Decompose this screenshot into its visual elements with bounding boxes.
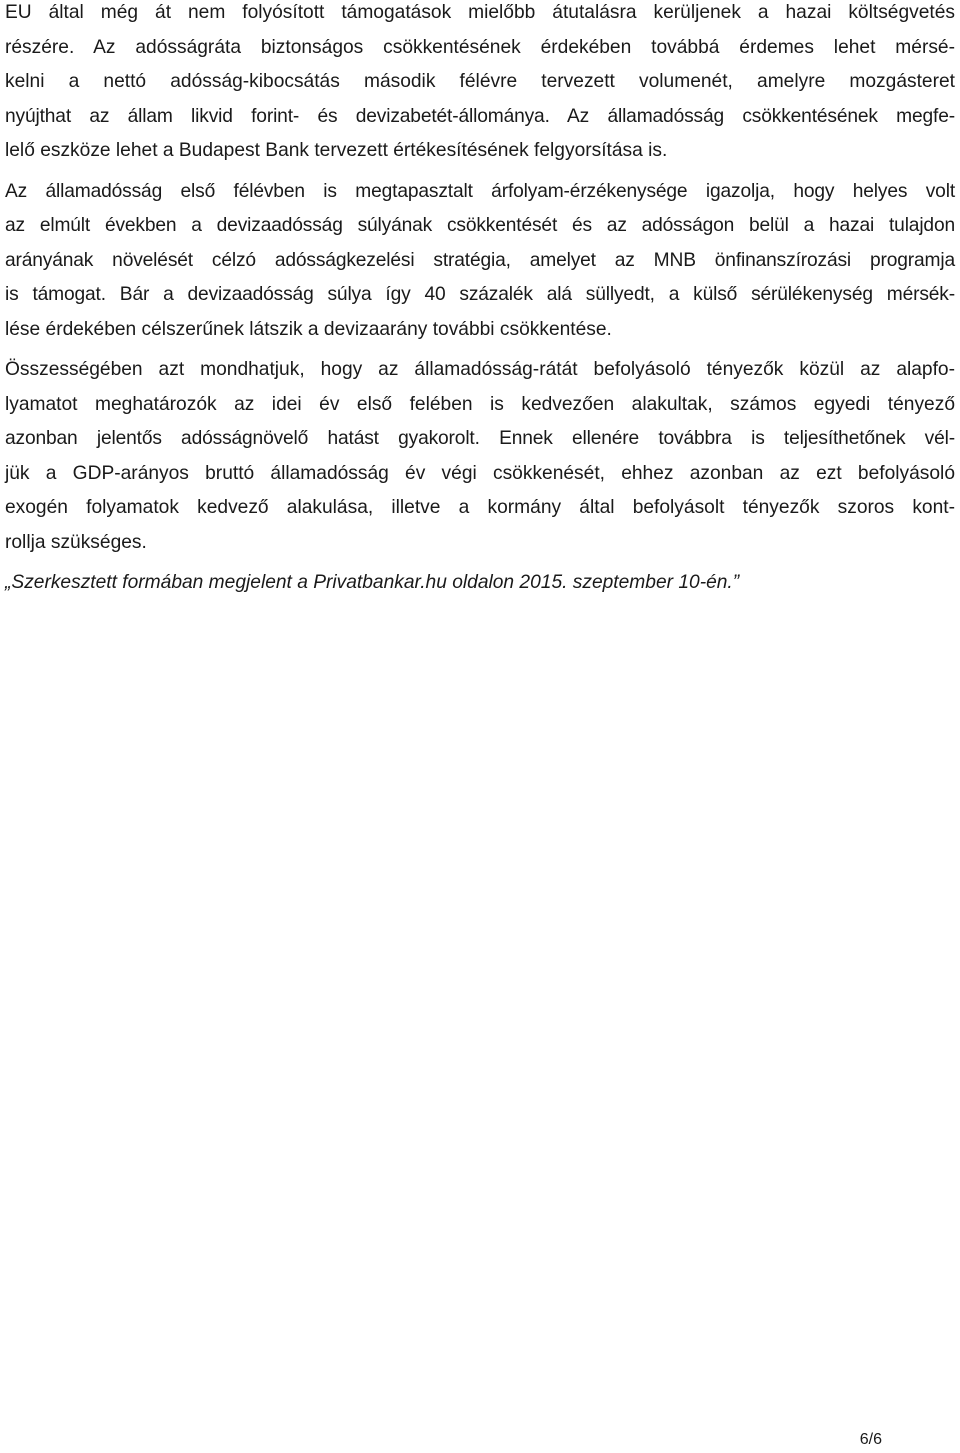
paragraph-line: Az államadósság első félévben is megtapasztalt árfolyam-érzékenysége igazolja, hogy helyes volt: [5, 180, 955, 202]
paragraph-line: az elmúlt években a devizaadósság súlyának csökkentését és az adósságon belül a hazai tulajdon: [5, 215, 955, 236]
page-number: 6/6: [859, 1431, 882, 1448]
paragraph-1: [5, 0, 955, 169]
paragraph-line: jük a GDP-arányos bruttó államadósság év végi csökkenését, ehhez azonban az ezt befolyásoló: [5, 462, 955, 484]
paragraph-line: arányának növelését célzó adósságkezelési stratégia, amelyet az MNB önfinanszírozási programja: [5, 249, 955, 271]
paragraph-line: nyújthat az állam likvid forint- és devizabetét-állománya. Az államadósság csökkentésének megfe-: [5, 105, 955, 127]
paragraph-line: lyamatot meghatározók az idei év első felében is kedvezően alakultak, számos egyedi tényező: [5, 393, 955, 415]
paragraph-line: azonban jelentős adósságnövelő hatást gyakorolt. Ennek ellenére továbbra is teljesíthetőnek vél-: [5, 428, 955, 449]
source-note: [5, 566, 955, 601]
paragraph-line: lelő eszköze lehet a Budapest Bank tervezett értékesítésének felgyorsítása is.: [5, 140, 668, 161]
source-note-line: „Szerkesztett formában megjelent a Privatbankar.hu oldalon 2015. szeptember 10-én.”: [5, 572, 740, 593]
paragraph-3: [5, 353, 955, 560]
paragraph-2: [5, 175, 955, 348]
paragraph-line: lése érdekében célszerűnek látszik a devizaarány további csökkentése.: [5, 318, 612, 340]
paragraph-line: részére. Az adósságráta biztonságos csökkentésének érdekében továbbá érdemes lehet mérsé-: [5, 36, 955, 58]
paragraph-line: rollja szükséges.: [5, 531, 147, 553]
paragraph-line: kelni a nettó adósság-kibocsátás második félévre tervezett volumenét, amelyre mozgásteret: [5, 71, 955, 92]
paragraph-line: exogén folyamatok kedvező alakulása, illetve a kormány által befolyásolt tényezők szoros kont-: [5, 497, 955, 518]
paragraph-line: Összességében azt mondhatjuk, hogy az államadósság-rátát befolyásoló tényezők közül az alapfo-: [5, 359, 955, 380]
document-page: [5, 0, 955, 601]
paragraph-line: is támogat. Bár a devizaadósság súlya így 40 százalék alá süllyedt, a külső sérülékenység mérsék-: [5, 284, 955, 305]
paragraph-line: EU által még át nem folyósított támogatások mielőbb átutalásra kerüljenek a hazai költségvetés: [5, 2, 955, 23]
